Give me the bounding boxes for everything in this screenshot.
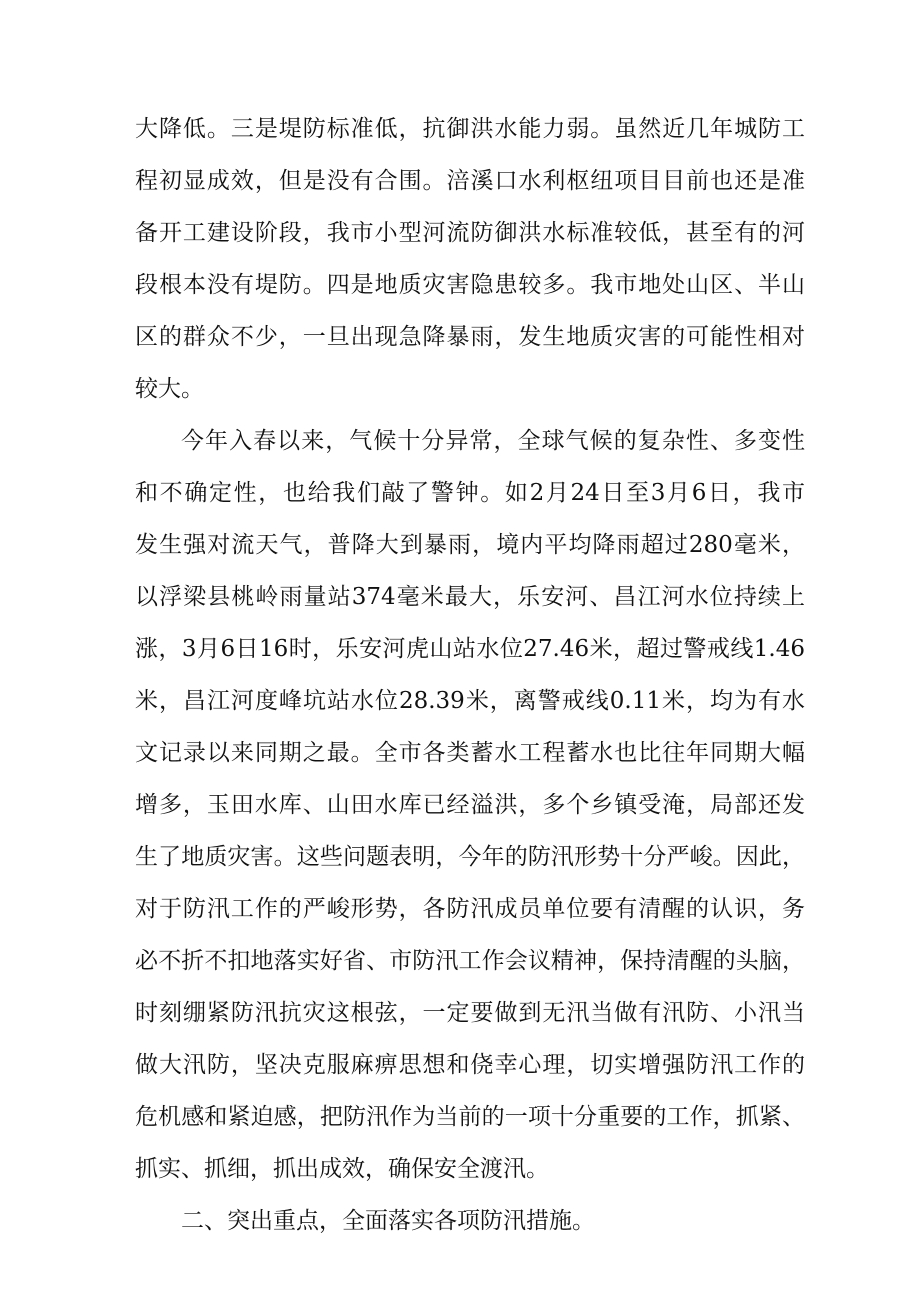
text-line: 备开工建设阶段，我市小型河流防御洪水标准较低，甚至有的河 bbox=[135, 220, 805, 246]
text-line: 生了地质灾害。这些问题表明，今年的防汛形势十分严峻。因此， bbox=[135, 844, 805, 870]
text-line: 时刻绷紧防汛抗灾这根弦，一定要做到无汛当做有汛防、小汛当 bbox=[135, 1000, 805, 1026]
text-line: 程初显成效，但是没有合围。涪溪口水利枢纽项目目前也还是准 bbox=[135, 168, 805, 194]
document-body bbox=[135, 103, 805, 1247]
text-line: 做大汛防，坚决克服麻痹思想和侥幸心理，切实增强防汛工作的 bbox=[135, 1052, 805, 1078]
text-line: 增多，玉田水库、山田水库已经溢洪，多个乡镇受淹，局部还发 bbox=[135, 792, 805, 818]
text-line: 较大。 bbox=[135, 376, 204, 402]
text-line: 今年入春以来，气候十分异常，全球气候的复杂性、多变性 bbox=[181, 428, 805, 454]
text-line: 必不折不扣地落实好省、市防汛工作会议精神，保持清醒的头脑， bbox=[135, 948, 805, 974]
text-line: 和不确定性，也给我们敲了警钟。如2月24日至3月6日，我市 bbox=[135, 480, 805, 506]
text-line: 文记录以来同期之最。全市各类蓄水工程蓄水也比往年同期大幅 bbox=[135, 740, 805, 766]
section-heading: 二、突出重点，全面落实各项防汛措施。 bbox=[181, 1208, 595, 1234]
text-line: 以浮梁县桃岭雨量站374毫米最大，乐安河、昌江河水位持续上 bbox=[135, 584, 805, 610]
text-line: 大降低。三是堤防标准低，抗御洪水能力弱。虽然近几年城防工 bbox=[135, 116, 805, 142]
text-line: 抓实、抓细，抓出成效，确保安全渡汛。 bbox=[135, 1156, 549, 1182]
text-line: 涨，3月6日16时，乐安河虎山站水位27.46米，超过警戒线1.46 bbox=[135, 636, 805, 662]
text-line: 区的群众不少，一旦出现急降暴雨，发生地质灾害的可能性相对 bbox=[135, 324, 805, 350]
text-line: 对于防汛工作的严峻形势，各防汛成员单位要有清醒的认识，务 bbox=[135, 896, 805, 922]
text-line: 段根本没有堤防。四是地质灾害隐患较多。我市地处山区、半山 bbox=[135, 272, 805, 298]
text-line: 发生强对流天气，普降大到暴雨，境内平均降雨超过280毫米， bbox=[135, 532, 805, 558]
text-line: 危机感和紧迫感，把防汛作为当前的一项十分重要的工作，抓紧、 bbox=[135, 1104, 805, 1130]
text-line: 米，昌江河度峰坑站水位28.39米，离警戒线0.11米，均为有水 bbox=[135, 688, 805, 714]
